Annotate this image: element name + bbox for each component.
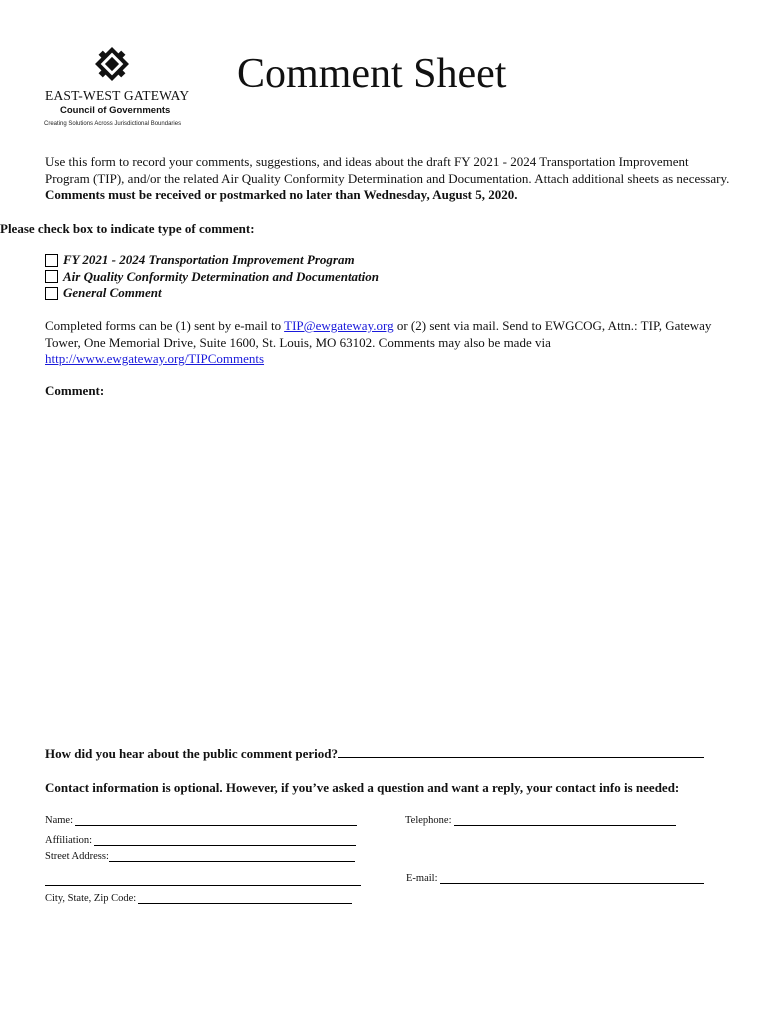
submission-instructions xyxy=(45,318,735,368)
tip-checkbox[interactable] xyxy=(45,254,58,267)
comment-label: Comment: xyxy=(45,383,105,398)
street-address-line[interactable] xyxy=(109,860,355,862)
send-text-1: Completed forms can be (1) sent by e-mail to xyxy=(45,318,285,333)
affiliation-field[interactable] xyxy=(45,835,356,846)
street-address-label: Street Address: xyxy=(45,851,109,862)
city-state-zip-field[interactable] xyxy=(45,893,352,904)
general-comment-checkbox[interactable] xyxy=(45,287,58,300)
comments-url-link[interactable]: http://www.ewgateway.org/TIPComments xyxy=(45,351,265,366)
logo-tagline: Creating Solutions Across Jurisdictional Boundaries xyxy=(44,121,182,127)
logo-council: Council of Governments xyxy=(60,105,171,116)
affiliation-label: Affiliation: xyxy=(45,835,93,846)
city-state-zip-line[interactable] xyxy=(138,902,352,904)
comment-type-heading: Please check box to indicate type of comment: xyxy=(0,221,255,236)
contact-note: Contact information is optional. However, if you’ve asked a question and want a reply, your contact info is needed: xyxy=(45,780,680,795)
organization-logo xyxy=(40,44,190,130)
email-link[interactable]: TIP@ewgateway.org xyxy=(284,318,394,333)
option-label: FY 2021 - 2024 Transportation Improvement Program xyxy=(63,252,355,268)
option-label: Air Quality Conformity Determination and Documentation xyxy=(63,268,380,284)
affiliation-line[interactable] xyxy=(94,844,356,846)
name-label: Name: xyxy=(45,815,73,826)
option-tip[interactable] xyxy=(45,252,379,269)
hear-answer-line[interactable] xyxy=(338,747,704,758)
option-label: General Comment xyxy=(63,285,162,301)
hear-question xyxy=(45,746,704,762)
option-general[interactable] xyxy=(45,285,379,302)
city-state-zip-label: City, State, Zip Code: xyxy=(45,893,137,904)
intro-paragraph xyxy=(45,154,735,204)
hear-question-text: How did you hear about the public comment period? xyxy=(45,746,339,761)
option-air-quality[interactable] xyxy=(45,269,379,286)
telephone-line[interactable] xyxy=(454,824,676,826)
logo-name: EAST-WEST GATEWAY xyxy=(45,88,190,103)
send-text-2: or (2) sent via mail. Send to EWGCOG, Attn.: TIP, Gateway Tower, One Memorial Drive, Suite 1600, St. Louis, MO 63102. Comments may also be made via xyxy=(45,318,712,350)
name-field[interactable] xyxy=(45,815,357,826)
air-quality-checkbox[interactable] xyxy=(45,270,58,283)
name-line[interactable] xyxy=(75,824,357,826)
page-title: Comment Sheet xyxy=(237,51,507,97)
email-line[interactable] xyxy=(440,882,704,884)
intro-text: Use this form to record your comments, suggestions, and ideas about the draft FY 2021 - 2024 Transportation Improvement Program (TIP), and/or the related Air Quality Conformity Determination and Documentation. Attach additional sheets as necessary. xyxy=(45,154,730,186)
street-address-line-2[interactable] xyxy=(45,884,361,886)
logo-diamond-icon xyxy=(92,44,132,84)
comment-type-options xyxy=(45,252,379,302)
telephone-field[interactable] xyxy=(405,815,676,826)
telephone-label: Telephone: xyxy=(405,815,452,826)
deadline-text: Comments must be received or postmarked no later than Wednesday, August 5, 2020. xyxy=(45,187,518,202)
email-field[interactable] xyxy=(406,873,704,884)
email-label: E-mail: xyxy=(406,873,438,884)
street-address-field[interactable] xyxy=(45,851,355,862)
